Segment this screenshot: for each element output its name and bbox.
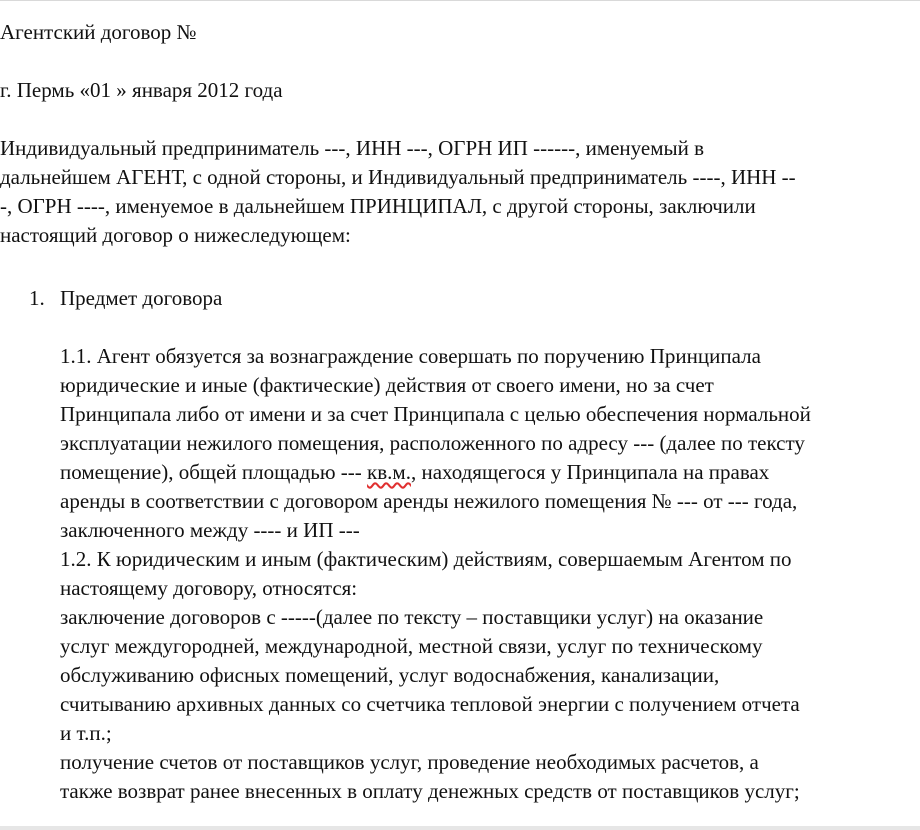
blank-line xyxy=(0,250,915,284)
clause-line: аренды в соответствии с договором аренды нежилого помещения № --- от --- года, xyxy=(60,489,798,513)
clause-line: получение счетов от поставщиков услуг, проведение необходимых расчетов, а xyxy=(60,750,759,774)
preamble-line: -, ОГРН ----, именуемое в дальнейшем ПРИНЦИПАЛ, с другой стороны, заключили xyxy=(0,194,756,218)
clause-line: и т.п.; xyxy=(60,721,112,745)
place-date-line: г. Пермь «01 » января 2012 года xyxy=(0,78,283,102)
clause-line: также возврат ранее внесенных в оплату денежных средств от поставщиков услуг; xyxy=(60,779,800,803)
page-bottom-border xyxy=(0,826,920,830)
preamble-line: дальнейшем АГЕНТ, с одной стороны, и Индивидуальный предприниматель ----, ИНН -- xyxy=(0,165,796,189)
clause-line: настоящему договору, относятся: xyxy=(60,576,358,600)
clause-line: заключенного между ---- и ИП --- xyxy=(60,518,360,542)
spellcheck-flagged-word[interactable]: кв.м. xyxy=(367,460,411,484)
section-title: Предмет договора xyxy=(60,286,223,310)
clause-line: услуг междугородней, международной, местной связи, услуг по техническому xyxy=(60,634,763,658)
clause-line: эксплуатации нежилого помещения, расположенного по адресу --- (далее по тексту xyxy=(60,431,805,455)
preamble-line: Индивидуальный предприниматель ---, ИНН ---, ОГРН ИП ------, именуемый в xyxy=(0,136,705,160)
clause-line: 1.2. К юридическим и иным (фактическим) действиям, совершаемым Агентом по xyxy=(60,547,792,571)
blank-line xyxy=(0,105,915,134)
section-heading xyxy=(0,284,915,313)
blank-line xyxy=(0,313,915,342)
clause-line: Принципала либо от имени и за счет Принципала с целью обеспечения нормальной xyxy=(60,402,811,426)
clause-line: считыванию архивных данных со счетчика тепловой энергии с получением отчета xyxy=(60,692,800,716)
clause-1-1 xyxy=(0,342,915,545)
document-title: Агентский договор № xyxy=(0,20,197,44)
page-top-border xyxy=(0,0,920,1)
clause-text: помещение), общей площадью --- xyxy=(60,460,368,484)
preamble-paragraph xyxy=(0,134,915,250)
clause-text: , находящегося у Принципала на правах xyxy=(410,460,770,484)
document-body xyxy=(0,18,915,806)
clause-1-2 xyxy=(0,545,915,806)
clause-line: заключение договоров с -----(далее по тексту – поставщики услуг) на оказание xyxy=(60,605,764,629)
clause-line: 1.1. Агент обязуется за вознаграждение совершать по поручению Принципала xyxy=(60,344,761,368)
preamble-line: настоящий договор о нижеследующем: xyxy=(0,223,351,247)
section-number: 1. xyxy=(29,286,45,310)
blank-line xyxy=(0,47,915,76)
clause-line: обслуживанию офисных помещений, услуг водоснабжения, канализации, xyxy=(60,663,720,687)
clause-line xyxy=(60,458,915,487)
clause-line: юридические и иные (фактические) действия от своего имени, но за счет xyxy=(60,373,714,397)
